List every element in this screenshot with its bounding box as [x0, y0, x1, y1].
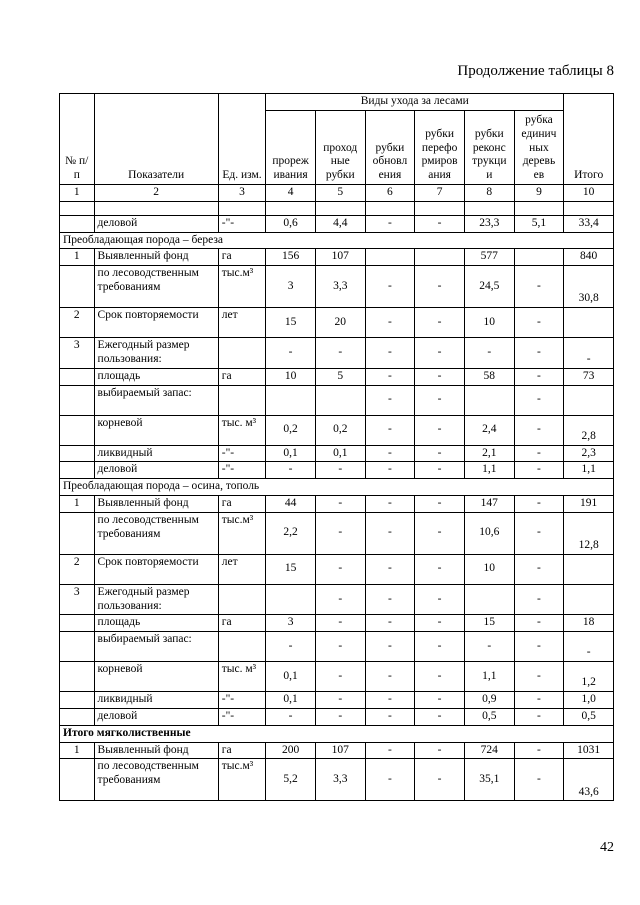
- row-value: 4,4: [315, 215, 365, 232]
- row-value: -: [514, 632, 564, 662]
- row-number: [60, 632, 95, 662]
- row-number: [60, 368, 95, 385]
- row-value: 1,1: [464, 462, 514, 479]
- row-value: 3: [266, 266, 316, 308]
- row-number: [60, 708, 95, 725]
- col-num: 9: [514, 185, 564, 202]
- row-unit: [218, 338, 266, 369]
- row-unit: -"-: [218, 215, 266, 232]
- row-value: -: [315, 554, 365, 584]
- row-unit: тыс. м³: [218, 415, 266, 445]
- row-value: -: [415, 266, 465, 308]
- row-total: [564, 385, 614, 415]
- row-value: -: [415, 692, 465, 709]
- row-value: -: [315, 462, 365, 479]
- row-indicator: ликвидный: [94, 692, 218, 709]
- header-group: Виды ухода за лесами: [266, 94, 564, 111]
- row-value: -: [514, 445, 564, 462]
- row-value: 107: [315, 742, 365, 759]
- row-indicator: деловой: [94, 462, 218, 479]
- row-number: [60, 385, 95, 415]
- row-value: -: [514, 338, 564, 369]
- table-row: [60, 415, 614, 445]
- row-value: [464, 584, 514, 615]
- row-value: [266, 584, 316, 615]
- table-row: [60, 615, 614, 632]
- row-number: [60, 662, 95, 692]
- row-value: 5: [315, 368, 365, 385]
- col-num: 5: [315, 185, 365, 202]
- section-title: Итого мягколиственные: [60, 725, 614, 742]
- col-num: 3: [218, 185, 266, 202]
- row-indicator: выбираемый запас:: [94, 385, 218, 415]
- row-value: -: [365, 338, 415, 369]
- row-value: -: [266, 632, 316, 662]
- row-value: -: [514, 385, 564, 415]
- row-value: -: [315, 692, 365, 709]
- row-value: -: [415, 662, 465, 692]
- row-value: -: [514, 266, 564, 308]
- header-c6: рубки обновл ения: [365, 110, 415, 184]
- row-value: -: [365, 742, 415, 759]
- row-value: 10: [266, 368, 316, 385]
- row-indicator: Срок повторяемости: [94, 554, 218, 584]
- row-total: 1,0: [564, 692, 614, 709]
- table-row: [60, 495, 614, 512]
- row-value: -: [514, 368, 564, 385]
- table-row: [60, 338, 614, 369]
- row-value: -: [365, 368, 415, 385]
- row-value: 0,6: [266, 215, 316, 232]
- row-value: 0,1: [266, 445, 316, 462]
- row-value: -: [365, 462, 415, 479]
- table-row: [60, 308, 614, 338]
- row-indicator: выбираемый запас:: [94, 632, 218, 662]
- table-row: [60, 742, 614, 759]
- row-value: -: [365, 512, 415, 554]
- row-value: -: [514, 742, 564, 759]
- row-unit: -"-: [218, 462, 266, 479]
- row-value: 0,5: [464, 708, 514, 725]
- row-total: [564, 584, 614, 615]
- row-unit: тыс.м³: [218, 512, 266, 554]
- row-indicator: Ежегодный размер пользования:: [94, 584, 218, 615]
- row-value: 5,2: [266, 759, 316, 801]
- row-value: -: [464, 632, 514, 662]
- table-row: [60, 215, 614, 232]
- header-c4: прореж ивания: [266, 110, 316, 184]
- row-value: 10,6: [464, 512, 514, 554]
- row-unit: тыс.м³: [218, 266, 266, 308]
- row-value: -: [514, 462, 564, 479]
- row-value: -: [514, 692, 564, 709]
- row-value: -: [315, 512, 365, 554]
- row-value: -: [365, 554, 415, 584]
- row-total: 840: [564, 249, 614, 266]
- table-row: [60, 445, 614, 462]
- row-number: [60, 512, 95, 554]
- row-value: 724: [464, 742, 514, 759]
- row-number: [60, 415, 95, 445]
- row-value: -: [415, 495, 465, 512]
- section-row: [60, 479, 614, 496]
- row-total: 43,6: [564, 759, 614, 801]
- row-indicator: Ежегодный размер пользования:: [94, 338, 218, 369]
- table-row: [60, 662, 614, 692]
- row-value: 3,3: [315, 759, 365, 801]
- row-total: -: [564, 632, 614, 662]
- row-unit: га: [218, 615, 266, 632]
- section-row: [60, 232, 614, 249]
- table-row: [60, 708, 614, 725]
- col-num: 1: [60, 185, 95, 202]
- row-number: [60, 266, 95, 308]
- row-value: -: [365, 692, 415, 709]
- row-value: -: [415, 708, 465, 725]
- row-value: -: [365, 385, 415, 415]
- row-value: -: [415, 445, 465, 462]
- empty-row: [60, 201, 614, 215]
- row-value: -: [365, 708, 415, 725]
- row-value: -: [365, 584, 415, 615]
- row-value: 0,9: [464, 692, 514, 709]
- row-total: 2,3: [564, 445, 614, 462]
- row-number: 1: [60, 742, 95, 759]
- row-value: -: [365, 308, 415, 338]
- row-value: 35,1: [464, 759, 514, 801]
- row-value: -: [365, 759, 415, 801]
- header-c7: рубки перефо рмиров ания: [415, 110, 465, 184]
- row-value: -: [415, 368, 465, 385]
- row-value: 0,1: [315, 445, 365, 462]
- row-value: -: [266, 708, 316, 725]
- row-unit: га: [218, 368, 266, 385]
- row-value: [315, 385, 365, 415]
- row-indicator: Выявленный фонд: [94, 742, 218, 759]
- row-value: -: [415, 742, 465, 759]
- row-value: -: [365, 445, 415, 462]
- section-title: Преобладающая порода – береза: [60, 232, 614, 249]
- row-value: -: [415, 415, 465, 445]
- row-value: -: [365, 615, 415, 632]
- row-total: 33,4: [564, 215, 614, 232]
- row-unit: га: [218, 495, 266, 512]
- row-value: -: [464, 338, 514, 369]
- row-value: -: [415, 615, 465, 632]
- row-unit: -"-: [218, 445, 266, 462]
- row-number: [60, 692, 95, 709]
- row-indicator: деловой: [94, 708, 218, 725]
- row-value: -: [415, 385, 465, 415]
- col-num: 2: [94, 185, 218, 202]
- row-indicator: по лесоводственным требованиям: [94, 759, 218, 801]
- row-indicator: по лесоводственным требованиям: [94, 512, 218, 554]
- row-value: -: [415, 512, 465, 554]
- row-unit: [218, 632, 266, 662]
- row-value: -: [365, 495, 415, 512]
- row-total: 1031: [564, 742, 614, 759]
- table-row: [60, 462, 614, 479]
- row-number: [60, 615, 95, 632]
- table-row: [60, 385, 614, 415]
- row-value: 5,1: [514, 215, 564, 232]
- row-value: -: [315, 338, 365, 369]
- row-value: -: [514, 415, 564, 445]
- row-unit: тыс. м³: [218, 662, 266, 692]
- header-unit: Ед. изм.: [218, 94, 266, 185]
- col-num: 7: [415, 185, 465, 202]
- row-value: -: [514, 495, 564, 512]
- row-value: -: [415, 584, 465, 615]
- row-indicator: по лесоводственным требованиям: [94, 266, 218, 308]
- row-value: -: [514, 708, 564, 725]
- col-num: 10: [564, 185, 614, 202]
- row-value: 2,2: [266, 512, 316, 554]
- row-total: 12,8: [564, 512, 614, 554]
- row-value: 1,1: [464, 662, 514, 692]
- row-number: 3: [60, 338, 95, 369]
- row-value: 15: [266, 554, 316, 584]
- row-value: 15: [464, 615, 514, 632]
- row-number: 1: [60, 495, 95, 512]
- row-value: 10: [464, 554, 514, 584]
- row-unit: -"-: [218, 692, 266, 709]
- row-value: 0,1: [266, 692, 316, 709]
- row-total: [564, 554, 614, 584]
- row-total: -: [564, 338, 614, 369]
- row-value: 2,4: [464, 415, 514, 445]
- header-total: Итого: [564, 94, 614, 185]
- row-value: -: [365, 415, 415, 445]
- row-indicator: площадь: [94, 368, 218, 385]
- col-num: 6: [365, 185, 415, 202]
- row-value: -: [415, 554, 465, 584]
- row-value: 0,2: [266, 415, 316, 445]
- row-unit: га: [218, 249, 266, 266]
- row-number: [60, 462, 95, 479]
- col-num: 8: [464, 185, 514, 202]
- row-value: -: [415, 338, 465, 369]
- col-num: 4: [266, 185, 316, 202]
- row-value: -: [514, 759, 564, 801]
- row-value: -: [315, 615, 365, 632]
- row-value: -: [415, 215, 465, 232]
- row-value: -: [415, 308, 465, 338]
- column-number-row: [60, 185, 614, 202]
- row-value: -: [365, 662, 415, 692]
- row-value: 44: [266, 495, 316, 512]
- row-value: [266, 385, 316, 415]
- row-value: 20: [315, 308, 365, 338]
- row-unit: [218, 385, 266, 415]
- row-value: -: [514, 308, 564, 338]
- row-total: [564, 308, 614, 338]
- row-value: -: [266, 338, 316, 369]
- row-number: 2: [60, 554, 95, 584]
- row-unit: га: [218, 742, 266, 759]
- row-total: 1,2: [564, 662, 614, 692]
- row-value: [415, 249, 465, 266]
- row-value: -: [514, 615, 564, 632]
- row-value: 3,3: [315, 266, 365, 308]
- row-indicator: Срок повторяемости: [94, 308, 218, 338]
- header-c8: рубки реконс трукци и: [464, 110, 514, 184]
- header-row-top: [60, 94, 614, 111]
- header-c5: проход ные рубки: [315, 110, 365, 184]
- row-value: 577: [464, 249, 514, 266]
- header-no: № п/п: [60, 94, 95, 185]
- row-value: -: [315, 632, 365, 662]
- table-row: [60, 632, 614, 662]
- row-unit: -"-: [218, 708, 266, 725]
- row-value: [464, 385, 514, 415]
- row-value: 3: [266, 615, 316, 632]
- table-row: [60, 554, 614, 584]
- row-value: -: [514, 662, 564, 692]
- table-row: [60, 249, 614, 266]
- table-row: [60, 759, 614, 801]
- row-number: [60, 759, 95, 801]
- header-c9: рубка единич ных деревь ев: [514, 110, 564, 184]
- row-value: -: [415, 462, 465, 479]
- row-total: 0,5: [564, 708, 614, 725]
- row-value: -: [514, 512, 564, 554]
- row-total: 30,8: [564, 266, 614, 308]
- row-value: 10: [464, 308, 514, 338]
- row-unit: лет: [218, 308, 266, 338]
- row-value: 58: [464, 368, 514, 385]
- row-value: -: [315, 708, 365, 725]
- row-number: [60, 215, 95, 232]
- row-number: 2: [60, 308, 95, 338]
- table-row: [60, 584, 614, 615]
- row-value: -: [514, 584, 564, 615]
- row-total: 18: [564, 615, 614, 632]
- row-total: 1,1: [564, 462, 614, 479]
- row-unit: лет: [218, 554, 266, 584]
- header-indicators: Показатели: [94, 94, 218, 185]
- row-value: 0,1: [266, 662, 316, 692]
- row-total: 191: [564, 495, 614, 512]
- row-value: 0,2: [315, 415, 365, 445]
- row-value: 156: [266, 249, 316, 266]
- row-value: -: [365, 215, 415, 232]
- table-caption: Продолжение таблицы 8: [457, 63, 614, 79]
- row-value: -: [365, 266, 415, 308]
- row-value: -: [266, 462, 316, 479]
- row-value: -: [315, 662, 365, 692]
- row-value: -: [365, 632, 415, 662]
- row-value: -: [514, 554, 564, 584]
- row-number: [60, 445, 95, 462]
- row-indicator: корневой: [94, 415, 218, 445]
- row-value: -: [415, 759, 465, 801]
- row-indicator: Выявленный фонд: [94, 249, 218, 266]
- row-indicator: ликвидный: [94, 445, 218, 462]
- row-indicator: деловой: [94, 215, 218, 232]
- table-row: [60, 266, 614, 308]
- row-value: -: [315, 495, 365, 512]
- row-unit: [218, 584, 266, 615]
- row-value: 24,5: [464, 266, 514, 308]
- row-value: 15: [266, 308, 316, 338]
- row-number: 3: [60, 584, 95, 615]
- forest-care-table: [59, 93, 614, 801]
- row-indicator: площадь: [94, 615, 218, 632]
- row-total: 2,8: [564, 415, 614, 445]
- row-number: 1: [60, 249, 95, 266]
- page-number: 42: [600, 840, 614, 855]
- row-indicator: корневой: [94, 662, 218, 692]
- row-value: [365, 249, 415, 266]
- row-unit: тыс.м³: [218, 759, 266, 801]
- row-value: [514, 249, 564, 266]
- section-title: Преобладающая порода – осина, тополь: [60, 479, 614, 496]
- row-value: 23,3: [464, 215, 514, 232]
- row-value: 147: [464, 495, 514, 512]
- row-value: 107: [315, 249, 365, 266]
- row-value: -: [315, 584, 365, 615]
- row-value: 2,1: [464, 445, 514, 462]
- table-row: [60, 512, 614, 554]
- section-row: [60, 725, 614, 742]
- row-indicator: Выявленный фонд: [94, 495, 218, 512]
- table-row: [60, 368, 614, 385]
- row-total: 73: [564, 368, 614, 385]
- table-row: [60, 692, 614, 709]
- row-value: -: [415, 632, 465, 662]
- row-value: 200: [266, 742, 316, 759]
